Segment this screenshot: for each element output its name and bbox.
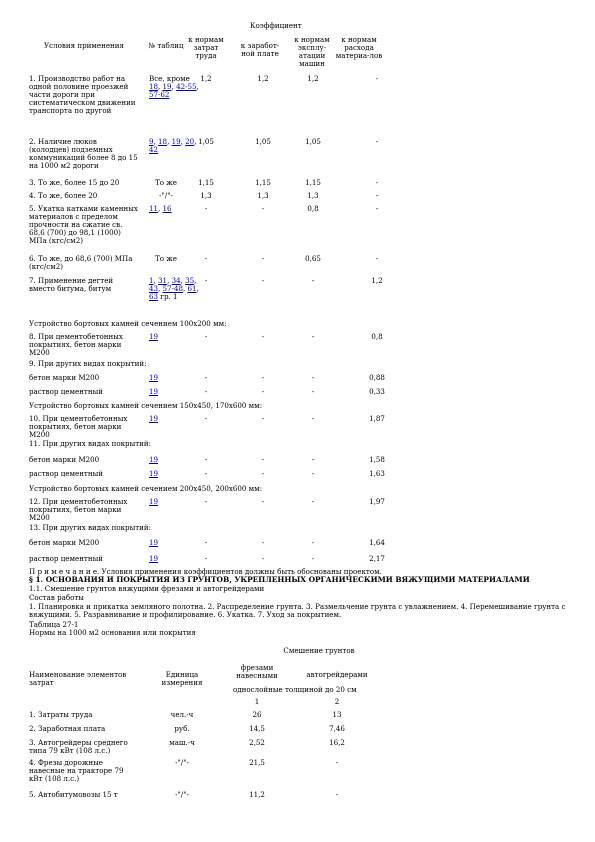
element-name-cell: 2. Заработная плата: [29, 724, 106, 733]
section-label: 9. При других видах покрытий:: [29, 359, 147, 368]
table-link[interactable]: 18: [149, 82, 159, 91]
element-name-cell: 1. Затраты труда: [29, 710, 93, 719]
col-header-machines: к нормам эксплу-атации машин: [294, 35, 330, 68]
table-link[interactable]: 20: [185, 137, 195, 146]
section-label: Устройство бортовых камней сечением 200х450, 200х600 мм:: [29, 484, 263, 493]
table-link[interactable]: 19: [149, 373, 159, 382]
table-link[interactable]: 34: [171, 276, 181, 285]
coef-value-cell: 1,15: [198, 178, 214, 187]
tables-text: То же: [155, 178, 177, 187]
coef-value-cell: -: [204, 538, 208, 547]
coef-value-cell: -: [204, 387, 208, 396]
unit-cell: руб.: [174, 724, 190, 733]
section-label: Устройство бортовых камней сечением 150х450, 170х600 мм:: [29, 401, 263, 410]
coef-value-cell: 1,05: [305, 137, 321, 146]
unit-cell: -"/"-: [175, 758, 189, 767]
coef-value-cell: 1,63: [369, 469, 385, 478]
coef-value-cell: -: [204, 554, 208, 563]
tables-text: Все, кроме: [149, 74, 190, 83]
coef-value-cell: -: [261, 497, 265, 506]
table-link[interactable]: 19: [149, 332, 159, 341]
table-link[interactable]: 42: [149, 145, 159, 154]
coef-value-cell: 0,65: [305, 254, 321, 263]
condition-cell: раствор цементный: [29, 469, 103, 478]
note: П р и м е ч а н и е. Условия применения коэффициентов должны быть обоснованы проектом.: [29, 567, 382, 576]
table-link[interactable]: 19: [149, 497, 159, 506]
table-link[interactable]: 19: [149, 554, 159, 563]
coef-value-cell: 1,3: [307, 191, 319, 200]
tables-text: То же: [155, 254, 177, 263]
coef-value-cell: 1,3: [257, 191, 269, 200]
coef-value-cell: -: [261, 455, 265, 464]
coef-value-cell: -: [204, 204, 208, 213]
table-link[interactable]: 42-55: [176, 82, 197, 91]
coef-value-cell: -: [204, 332, 208, 341]
element-name-cell: 4. Фрезы дорожные навесные на тракторе 79 кВт (108 л.с.): [29, 758, 124, 783]
condition-cell: 4. То же, более 20: [29, 191, 98, 200]
table-link[interactable]: 9: [149, 137, 154, 146]
value-a-cell: 14,5: [249, 724, 265, 733]
coef-value-cell: -: [261, 204, 265, 213]
num-col-2: 2: [334, 697, 340, 706]
table-link[interactable]: 19: [162, 82, 172, 91]
tables-cell: 9, 18, 19, 20, 42: [149, 137, 197, 154]
condition-cell: 8. При цементобетонных покрытиях, бетон марки М200: [29, 332, 123, 357]
condition-cell: 12. При цементобетонных покрытиях, бетон марки М200: [29, 497, 128, 522]
norms-caption: Нормы на 1000 м2 основания или покрытия: [29, 628, 196, 637]
coef-value-cell: -: [311, 387, 315, 396]
section-label: Устройство бортовых камней сечением 100х200 мм:: [29, 319, 227, 328]
coef-value-cell: 0,88: [369, 373, 385, 382]
value-a-cell: 26: [252, 710, 262, 719]
table-link[interactable]: 19: [149, 414, 159, 423]
coef-value-cell: -: [204, 254, 208, 263]
coef-value-cell: 1,05: [198, 137, 214, 146]
coef-value-cell: 1,2: [257, 74, 269, 83]
value-b-cell: -: [335, 790, 339, 799]
element-name-cell: 3. Автогрейдеры среднего типа 79 кВт (108 л.с.): [29, 738, 128, 755]
col-header-tables: № таблиц: [148, 41, 184, 50]
value-a-cell: 11,2: [249, 790, 265, 799]
coef-value-cell: -: [375, 191, 379, 200]
condition-cell: бетон марки М200: [29, 538, 100, 547]
coef-value-cell: -: [311, 414, 315, 423]
coef-value-cell: -: [311, 332, 315, 341]
tables-text: -"/"-: [159, 191, 173, 200]
col-name-header: Наименование элементов затрат: [29, 670, 127, 687]
coef-value-cell: -: [311, 276, 315, 285]
table-link[interactable]: 18: [158, 137, 168, 146]
unit-cell: чел.-ч: [170, 710, 194, 719]
unit-cell: маш.-ч: [169, 738, 195, 747]
table-link[interactable]: 1: [149, 276, 154, 285]
coef-value-cell: 1,3: [200, 191, 212, 200]
condition-cell: 6. То же, до 68,6 (700) МПа (кгс/см2): [29, 254, 133, 271]
coef-value-cell: 0,8: [371, 332, 383, 341]
col-a-header: фрезами навесными: [236, 663, 278, 680]
condition-cell: раствор цементный: [29, 387, 103, 396]
value-a-cell: 2,52: [249, 738, 265, 747]
coef-value-cell: 1,58: [369, 455, 385, 464]
composition-text: 1. Планировка и прикатка земляного полотна. 2. Распределение грунта. 3. Размельчение грунта с увлажнением. 4. Перемешивание грунта с вяжущими. 5. Разравнивание и профилирование. 6. Укатка. 7. Уход за покрытием.: [29, 602, 566, 620]
coef-value-cell: -: [204, 469, 208, 478]
coef-value-cell: -: [261, 373, 265, 382]
table-link[interactable]: 19: [149, 538, 159, 547]
coef-value-cell: 2,17: [369, 554, 385, 563]
coef-value-cell: -: [311, 373, 315, 382]
sub-header: однослойные толщиной до 20 см: [233, 685, 357, 694]
table-link[interactable]: 57-48: [162, 284, 183, 293]
coef-value-cell: 1,87: [369, 414, 385, 423]
condition-cell: 7. Применение дегтей вместо битума, битум: [29, 276, 114, 293]
coef-value-cell: -: [311, 497, 315, 506]
coef-value-cell: -: [204, 455, 208, 464]
coef-value-cell: 0,8: [307, 204, 319, 213]
coef-value-cell: 1,64: [369, 538, 385, 547]
coef-value-cell: -: [204, 276, 208, 285]
coef-value-cell: -: [261, 554, 265, 563]
group-header: Смешение грунтов: [283, 646, 355, 655]
tables-cell: Все, кроме 18, 19, 42-55, 57-62: [149, 74, 199, 99]
coef-value-cell: -: [261, 414, 265, 423]
table-link[interactable]: 43: [149, 284, 159, 293]
element-name-cell: 5. Автобитумовозы 15 т: [29, 790, 118, 799]
coef-value-cell: -: [261, 469, 265, 478]
coef-value-cell: -: [375, 137, 379, 146]
coef-value-cell: -: [375, 254, 379, 263]
coef-value-cell: 1,2: [307, 74, 319, 83]
condition-cell: раствор цементный: [29, 554, 103, 563]
tables-cell: 1, 31, 34, 35, 43, 57-48, 61, 63 гр. 1: [149, 276, 199, 301]
section-title: § 1. ОСНОВАНИЯ И ПОКРЫТИЯ ИЗ ГРУНТОВ, УКРЕПЛЕННЫХ ОРГАНИЧЕСКИМИ ВЯЖУЩИМИ МАТЕРИАЛАМИ: [29, 575, 530, 584]
condition-cell: 3. То же, более 15 до 20: [29, 178, 120, 187]
composition-title: Состав работы: [29, 593, 84, 602]
col-header-wages: к заработ-ной плате: [240, 41, 280, 58]
value-b-cell: 13: [332, 710, 342, 719]
condition-cell: бетон марки М200: [29, 455, 100, 464]
coef-value-cell: -: [261, 332, 265, 341]
condition-cell: 2. Наличие люков (колодцев) подземных коммуникаций более 8 до 15 на 1000 м2 дороги: [29, 137, 138, 170]
coef-value-cell: -: [261, 538, 265, 547]
coef-value-cell: -: [375, 204, 379, 213]
coef-value-cell: -: [311, 554, 315, 563]
coef-value-cell: 1,15: [255, 178, 271, 187]
coef-value-cell: 1,2: [371, 276, 383, 285]
table-number: Таблица 27-1: [29, 620, 79, 629]
coef-value-cell: -: [261, 387, 265, 396]
unit-cell: -"/"-: [175, 790, 189, 799]
table-link[interactable]: 63: [149, 292, 159, 301]
table-link[interactable]: 11: [149, 204, 159, 213]
coef-value-cell: -: [261, 276, 265, 285]
coef-value-cell: 1,15: [305, 178, 321, 187]
col-header-labor: к нормам затрат труда: [188, 35, 224, 60]
value-a-cell: 21,5: [249, 758, 265, 767]
table-link[interactable]: 19: [171, 137, 181, 146]
table-link[interactable]: 31: [158, 276, 168, 285]
condition-cell: бетон марки М200: [29, 373, 100, 382]
table-link[interactable]: 35: [185, 276, 195, 285]
coef-header: Коэффициент: [250, 21, 302, 30]
coef-value-cell: -: [204, 373, 208, 382]
section-label: 11. При других видах покрытий:: [29, 439, 151, 448]
coef-value-cell: 1,2: [200, 74, 212, 83]
table-link[interactable]: 16: [162, 204, 172, 213]
coef-value-cell: -: [375, 178, 379, 187]
coef-value-cell: -: [375, 74, 379, 83]
col-b-header: автогрейдерами: [306, 670, 368, 679]
num-col-1: 1: [254, 697, 260, 706]
value-b-cell: 16,2: [329, 738, 345, 747]
coef-value-cell: -: [311, 469, 315, 478]
tables-suffix: гр. 1: [158, 292, 178, 301]
coef-value-cell: -: [311, 538, 315, 547]
condition-cell: 1. Производство работ на одной половине проезжей части дороги при систематическом движении транспорта по другой: [29, 74, 136, 115]
tables-cell: 11, 16: [149, 204, 172, 213]
subsection: 1.1. Смешение грунтов вяжущими фрезами и автогрейдерами: [29, 584, 265, 593]
col-header-materials: к нормам расхода материа-лов: [335, 35, 383, 60]
col-unit-header: Единица измерения: [161, 670, 203, 687]
table-link[interactable]: 19: [149, 455, 159, 464]
table-link[interactable]: 19: [149, 469, 159, 478]
table-link[interactable]: 57-62: [149, 90, 170, 99]
coef-value-cell: 1,05: [255, 137, 271, 146]
coef-value-cell: -: [311, 455, 315, 464]
section-label: 13. При других видах покрытий:: [29, 523, 151, 532]
value-b-cell: 7,46: [329, 724, 345, 733]
coef-value-cell: -: [204, 414, 208, 423]
value-b-cell: -: [335, 758, 339, 767]
table-link[interactable]: 19: [149, 387, 159, 396]
coef-value-cell: -: [261, 254, 265, 263]
condition-cell: 5. Укатка катками каменных материалов с пределом прочности на сжатие св. 68,6 (700) до 98,1 (1000) МПа (кгс/см2): [29, 204, 138, 245]
col-header-conditions: Условия применения: [44, 41, 124, 50]
table-link[interactable]: 61: [187, 284, 197, 293]
coef-value-cell: 1,97: [369, 497, 385, 506]
coef-value-cell: -: [204, 497, 208, 506]
coef-value-cell: 0,33: [369, 387, 385, 396]
condition-cell: 10. При цементобетонных покрытиях, бетон марки М200: [29, 414, 128, 439]
